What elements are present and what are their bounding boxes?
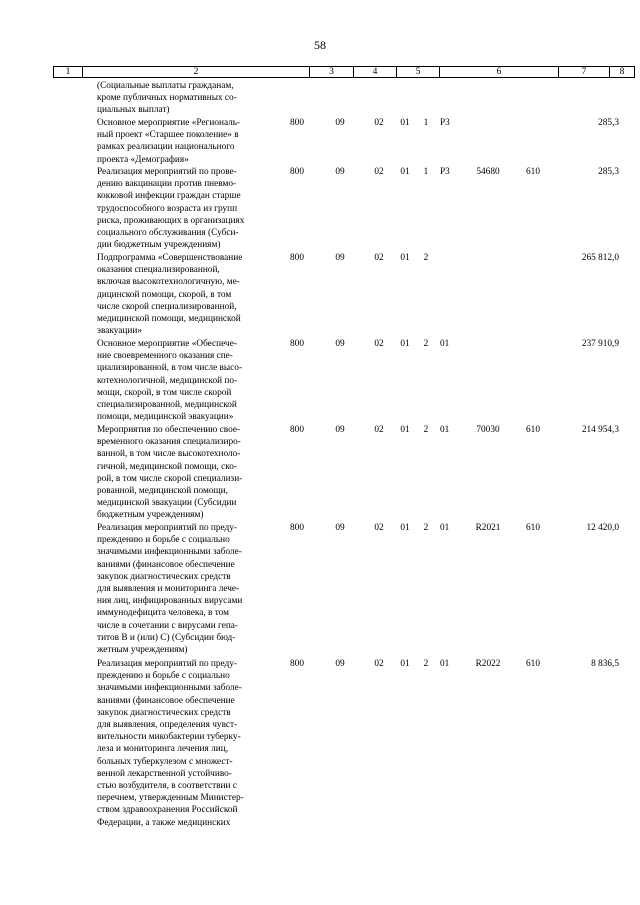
header-col-6: 6 bbox=[496, 67, 502, 77]
description-line: Федерации, а также медицинских bbox=[97, 817, 231, 828]
description-line: Реализация мероприятий по прове- bbox=[97, 167, 237, 177]
cell-program: 01 bbox=[400, 659, 410, 669]
description-line: риска, проживающих в организациях bbox=[97, 215, 245, 226]
cell-amount: 214 954,3 bbox=[581, 425, 619, 435]
cell-amount: 12 420,0 bbox=[586, 523, 619, 533]
cell-subsection: 02 bbox=[374, 425, 384, 435]
description-line: Подпрограмма «Совершенствование bbox=[97, 253, 243, 263]
description-line: ваниями (финансовое обеспечение bbox=[97, 695, 235, 706]
description-line: числе скорой специализированной, bbox=[97, 301, 237, 312]
description-line: ный проект «Старшее поколение» в bbox=[97, 130, 239, 141]
header-col-2: 2 bbox=[193, 67, 199, 77]
cell-section: 09 bbox=[335, 339, 345, 349]
header-col-1: 1 bbox=[65, 67, 71, 77]
description-line: медицинской эвакуации (Субсидии bbox=[97, 498, 237, 509]
cell-direction: 54680 bbox=[476, 167, 500, 177]
description-line: котехнологичной, медицинской по- bbox=[97, 375, 238, 386]
description-line: циализированной, в том числе высо- bbox=[97, 363, 243, 374]
description-line: преждению и борьбе с социально bbox=[97, 671, 230, 682]
cell-program: 01 bbox=[400, 118, 410, 128]
description-line: леза и мониторинга лечения лиц, bbox=[97, 744, 229, 755]
cell-direction: R2022 bbox=[475, 659, 501, 669]
description-line: бюджетным учреждениям) bbox=[97, 510, 204, 521]
header-col-8: 8 bbox=[619, 67, 625, 77]
cell-amount: 237 910,9 bbox=[581, 339, 619, 349]
description-line: циальных выплат) bbox=[97, 105, 170, 116]
cell-expense-type: 610 bbox=[526, 523, 540, 533]
description-line: закупок диагностических средств bbox=[97, 571, 231, 582]
description-line: гичной, медицинской помощи, ско- bbox=[97, 461, 238, 472]
cell-ministry-code: 800 bbox=[290, 659, 304, 669]
description-line: титов В и (или) С) (Субсидии бюд- bbox=[97, 632, 236, 643]
cell-subprogram: 1 bbox=[423, 118, 429, 128]
cell-direction: 70030 bbox=[476, 425, 500, 435]
description-line: рованной, медицинской помощи, bbox=[97, 486, 228, 497]
cell-ministry-code: 800 bbox=[290, 118, 304, 128]
description-line: перечнем, утвержденным Министер- bbox=[97, 793, 244, 804]
description-line: Основное мероприятие «Региональ- bbox=[97, 118, 241, 128]
description-line: дению вакцинации против пневмо- bbox=[97, 179, 237, 190]
description-line: ваниями (финансовое обеспечение bbox=[97, 559, 235, 570]
cell-activity: 01 bbox=[440, 339, 450, 349]
description-line: для выявления и мониторинга лече- bbox=[97, 584, 240, 595]
description-line: жетным учреждениям) bbox=[97, 645, 188, 656]
description-line: рамках реализации национального bbox=[97, 142, 235, 153]
cell-activity: 01 bbox=[440, 425, 450, 435]
description-line: трудоспособного возраста из групп bbox=[97, 203, 238, 214]
cell-subprogram: 2 bbox=[423, 659, 429, 669]
cell-amount: 8 836,5 bbox=[591, 659, 619, 669]
description-line: стью возбудителя, в соответствии с bbox=[97, 781, 237, 792]
cell-ministry-code: 800 bbox=[290, 425, 304, 435]
header-col-4: 4 bbox=[372, 67, 378, 77]
cell-subsection: 02 bbox=[374, 659, 384, 669]
cell-program: 01 bbox=[400, 167, 410, 177]
cell-subsection: 02 bbox=[374, 118, 384, 128]
description-line: ния лиц, инфицированных вирусами bbox=[97, 596, 243, 607]
cell-activity: P3 bbox=[440, 167, 450, 177]
cell-program: 01 bbox=[400, 253, 410, 263]
description-line: Реализация мероприятий по преду- bbox=[97, 659, 238, 669]
cell-program: 01 bbox=[400, 523, 410, 533]
cell-subprogram: 1 bbox=[423, 167, 429, 177]
description-line: временного оказания специализиро- bbox=[97, 437, 241, 448]
description-line: оказания специализированной, bbox=[97, 265, 220, 276]
description-line: (Социальные выплаты гражданам, bbox=[97, 81, 234, 91]
description-line: проекта «Демография» bbox=[97, 154, 189, 165]
cell-amount: 265 812,0 bbox=[581, 253, 619, 263]
row-description bbox=[97, 166, 273, 251]
header-col-7: 7 bbox=[581, 67, 587, 77]
cell-section: 09 bbox=[335, 523, 345, 533]
cell-subsection: 02 bbox=[374, 167, 384, 177]
header-col-3: 3 bbox=[329, 67, 334, 77]
row-description bbox=[97, 80, 273, 117]
description-line: больных туберкулезом с множест- bbox=[97, 756, 233, 767]
description-line: эвакуации» bbox=[97, 326, 142, 337]
description-line: числе в сочетании с вирусами гепа- bbox=[97, 620, 239, 631]
cell-section: 09 bbox=[335, 167, 345, 177]
cell-section: 09 bbox=[335, 118, 345, 128]
description-line: Мероприятия по обеспечению свое- bbox=[97, 425, 241, 435]
cell-amount: 285,3 bbox=[598, 167, 619, 177]
description-line: ние своевременного оказания спе- bbox=[97, 351, 233, 362]
cell-subprogram: 2 bbox=[423, 253, 429, 263]
row-description bbox=[97, 252, 273, 337]
row-description bbox=[97, 338, 273, 423]
description-line: специализированной, медицинской bbox=[97, 400, 237, 411]
description-line: дии бюджетным учреждениям) bbox=[97, 240, 221, 251]
description-line: вительности микобактерии туберку- bbox=[97, 732, 241, 743]
cell-expense-type: 610 bbox=[526, 659, 540, 669]
table-header-row bbox=[53, 66, 635, 78]
description-line: значимыми инфекционными заболе- bbox=[97, 683, 242, 694]
description-line: для выявления, определения чувст- bbox=[97, 720, 238, 731]
description-line: помощи, медицинской эвакуации» bbox=[97, 412, 234, 423]
description-line: ванной, в том числе высокотехноло- bbox=[97, 449, 241, 460]
cell-section: 09 bbox=[335, 425, 345, 435]
cell-activity: 01 bbox=[440, 523, 450, 533]
cell-subprogram: 2 bbox=[423, 425, 429, 435]
cell-amount: 285,3 bbox=[598, 118, 619, 128]
cell-program: 01 bbox=[400, 339, 410, 349]
description-line: включая высокотехнологичную, ме- bbox=[97, 277, 240, 288]
cell-subsection: 02 bbox=[374, 253, 384, 263]
cell-section: 09 bbox=[335, 659, 345, 669]
description-line: Реализация мероприятий по преду- bbox=[97, 523, 238, 533]
row-description bbox=[97, 117, 273, 166]
description-line: социального обслуживания (Субси- bbox=[97, 228, 239, 239]
description-line: мощи, скорой, в том числе скорой bbox=[97, 387, 232, 398]
cell-ministry-code: 800 bbox=[290, 253, 304, 263]
cell-subprogram: 2 bbox=[423, 339, 429, 349]
cell-ministry-code: 800 bbox=[290, 523, 304, 533]
cell-expense-type: 610 bbox=[526, 167, 540, 177]
cell-activity: 01 bbox=[440, 659, 450, 669]
cell-ministry-code: 800 bbox=[290, 167, 304, 177]
description-line: преждению и борьбе с социально bbox=[97, 535, 230, 546]
cell-subsection: 02 bbox=[374, 339, 384, 349]
description-line: венной лекарственной устойчиво- bbox=[97, 768, 232, 779]
cell-ministry-code: 800 bbox=[290, 339, 304, 349]
description-line: дицинской помощи, скорой, в том bbox=[97, 289, 232, 300]
description-line: медицинской помощи, медицинской bbox=[97, 314, 241, 325]
cell-expense-type: 610 bbox=[526, 425, 540, 435]
description-line: Основное мероприятие «Обеспече- bbox=[97, 339, 237, 349]
cell-subprogram: 2 bbox=[423, 523, 429, 533]
cell-subsection: 02 bbox=[374, 523, 384, 533]
description-line: кокковой инфекции граждан старше bbox=[97, 191, 241, 202]
description-line: закупок диагностических средств bbox=[97, 707, 231, 718]
description-line: кроме публичных нормативных со- bbox=[97, 93, 237, 104]
description-line: иммунодефицита человека, в том bbox=[97, 608, 230, 619]
description-line: ством здравоохранения Российской bbox=[97, 805, 238, 816]
row-description bbox=[97, 424, 273, 522]
description-line: значимыми инфекционными заболе- bbox=[97, 547, 242, 558]
row-description bbox=[97, 522, 273, 656]
row-description bbox=[97, 658, 273, 829]
description-line: рой, в том числе скорой специализи- bbox=[97, 473, 243, 484]
header-col-5: 5 bbox=[415, 67, 421, 77]
cell-program: 01 bbox=[400, 425, 410, 435]
cell-activity: P3 bbox=[440, 118, 450, 128]
cell-section: 09 bbox=[335, 253, 345, 263]
page-number: 58 bbox=[314, 38, 326, 52]
cell-direction: R2021 bbox=[475, 523, 501, 533]
